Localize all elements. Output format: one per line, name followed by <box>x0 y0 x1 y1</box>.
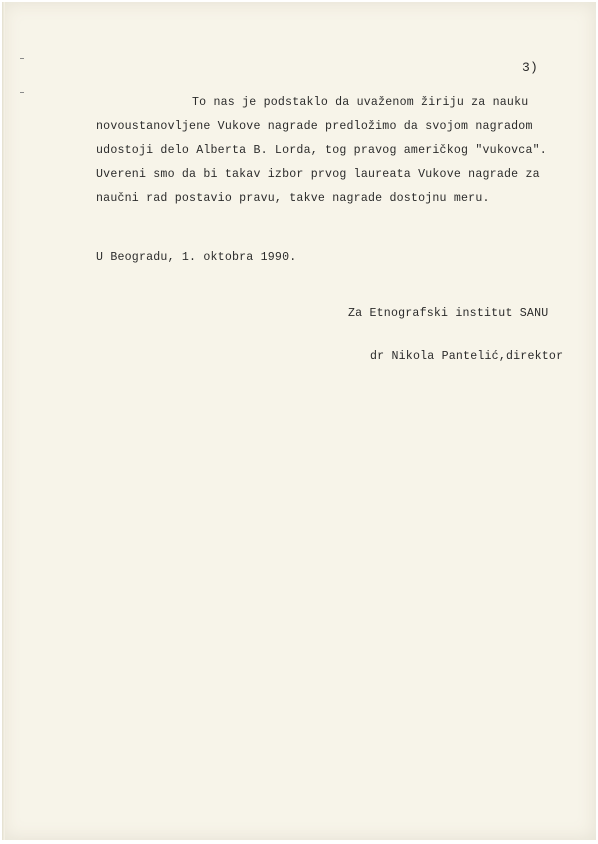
signature-name: dr Nikola Pantelić,direktor <box>370 350 564 363</box>
signature-organization: Za Etnografski institut SANU <box>348 307 549 320</box>
margin-mark <box>20 58 24 59</box>
page-edge <box>2 2 5 840</box>
place-date: U Beogradu, 1. oktobra 1990. <box>96 251 297 264</box>
page-number: 3) <box>522 60 539 75</box>
paragraph-line-2: novoustanovljene Vukove nagrade predložimo da svojom nagradom <box>96 120 533 133</box>
paragraph-line-4: Uvereni smo da bi takav izbor prvog laureata Vukove nagrade za <box>96 168 540 181</box>
paragraph-line-5: naučni rad postavio pravu, takve nagrade dostojnu meru. <box>96 192 490 205</box>
paragraph-line-1: To nas je podstaklo da uvaženom žiriju za nauku <box>192 96 529 109</box>
paragraph-line-3: udostoji delo Alberta B. Lorda, tog pravog američkog "vukovca". <box>96 144 547 157</box>
document-page <box>2 2 596 840</box>
margin-mark <box>20 92 24 93</box>
